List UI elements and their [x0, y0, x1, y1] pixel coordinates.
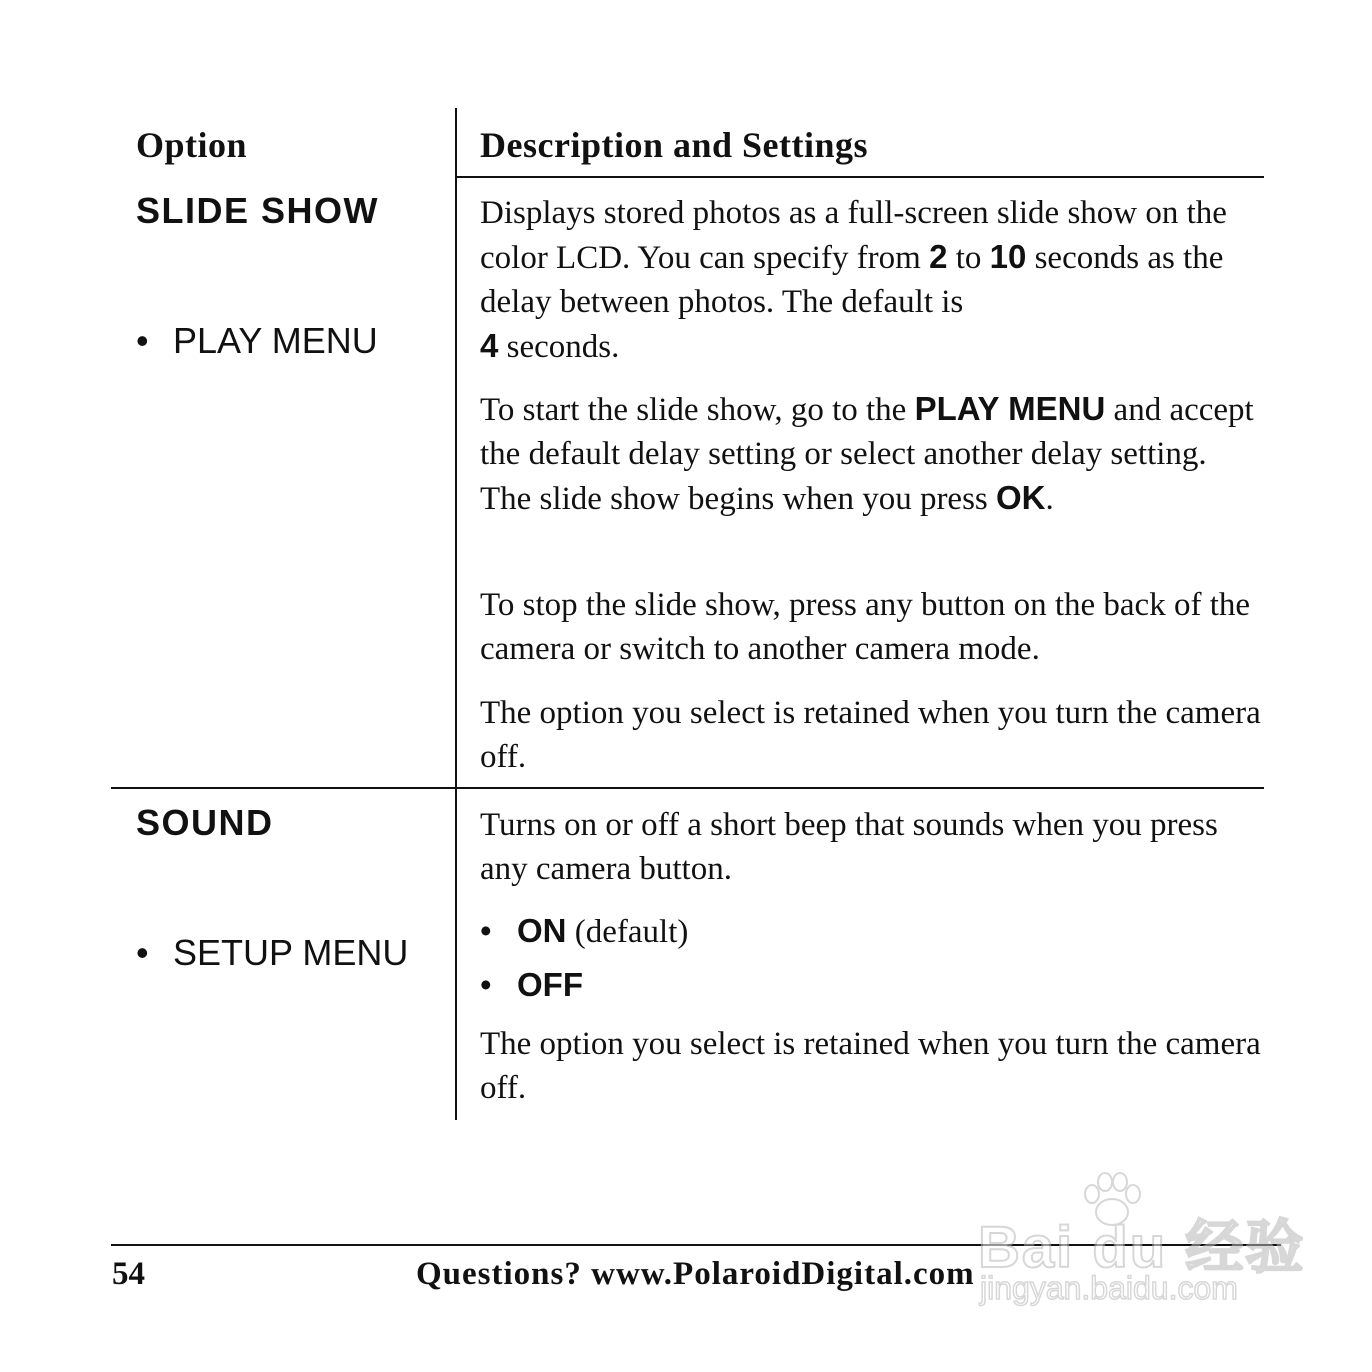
text-run: seconds.: [498, 329, 620, 365]
watermark-url: jingyan.baidu.com: [980, 1270, 1238, 1306]
paragraph: To stop the slide show, press any button on the back of the camera or switch to another camera mode.: [480, 587, 1251, 667]
paragraph: The option you select is retained when you turn the camera off.: [480, 695, 1261, 775]
option-menu-play-menu: [136, 320, 378, 362]
slide-show-description-4: [480, 691, 1270, 779]
sound-setting-off: [480, 966, 583, 1005]
default-delay-value: 4: [480, 327, 499, 364]
menu-label: SETUP MENU: [173, 932, 409, 973]
option-column-header: Option: [136, 125, 248, 165]
bullet: •: [136, 932, 149, 973]
bullet: •: [136, 320, 149, 361]
min-delay-value: 2: [929, 238, 948, 275]
column-divider: [455, 108, 457, 1120]
bullet: •: [480, 966, 492, 1003]
sound-description-2: [480, 1022, 1270, 1110]
text-run: to: [947, 240, 990, 276]
slide-show-description-1: [480, 191, 1260, 369]
paragraph: Turns on or off a short beep that sounds when you press any camera button.: [480, 807, 1218, 887]
option-name-sound: SOUND: [136, 802, 274, 843]
description-column-header: Description and Settings: [480, 125, 869, 165]
sound-description-1: [480, 803, 1270, 891]
option-name-slide-show: SLIDE SHOW: [136, 190, 380, 231]
setting-note: (default): [566, 914, 689, 950]
bullet: •: [480, 912, 492, 949]
paragraph: [480, 387, 1260, 521]
page-number: 54: [112, 1256, 145, 1292]
text-run: seconds as the delay between photos. The default is: [480, 240, 1224, 320]
text-run: .: [1045, 481, 1054, 517]
sound-setting-on: [480, 912, 688, 951]
row-divider: [111, 787, 1264, 789]
max-delay-value: 10: [989, 238, 1027, 275]
slide-show-description-2: [480, 387, 1260, 521]
text-run: To start the slide show, go to the: [480, 392, 915, 428]
slide-show-description-3: [480, 583, 1270, 671]
paragraph: [480, 191, 1260, 369]
text-run: Displays stored photos as a full-screen slide show on the color LCD. You can specify from: [480, 195, 1227, 276]
setting-label: ON: [517, 912, 567, 949]
setting-label: OFF: [517, 966, 583, 1003]
footer-support-url: Questions? www.PolaroidDigital.com: [416, 1256, 975, 1292]
option-menu-setup-menu: [136, 932, 408, 974]
menu-label: PLAY MENU: [173, 320, 378, 361]
text-run: and accept the default delay setting or select another delay setting. The slide show begins when you press: [480, 392, 1254, 517]
paragraph: The option you select is retained when you turn the camera off.: [480, 1026, 1261, 1106]
play-menu-reference: PLAY MENU: [914, 390, 1106, 427]
header-rule: [457, 176, 1264, 178]
ok-button-reference: OK: [996, 479, 1046, 516]
watermark-brand: Bai du 经验: [978, 1215, 1306, 1280]
